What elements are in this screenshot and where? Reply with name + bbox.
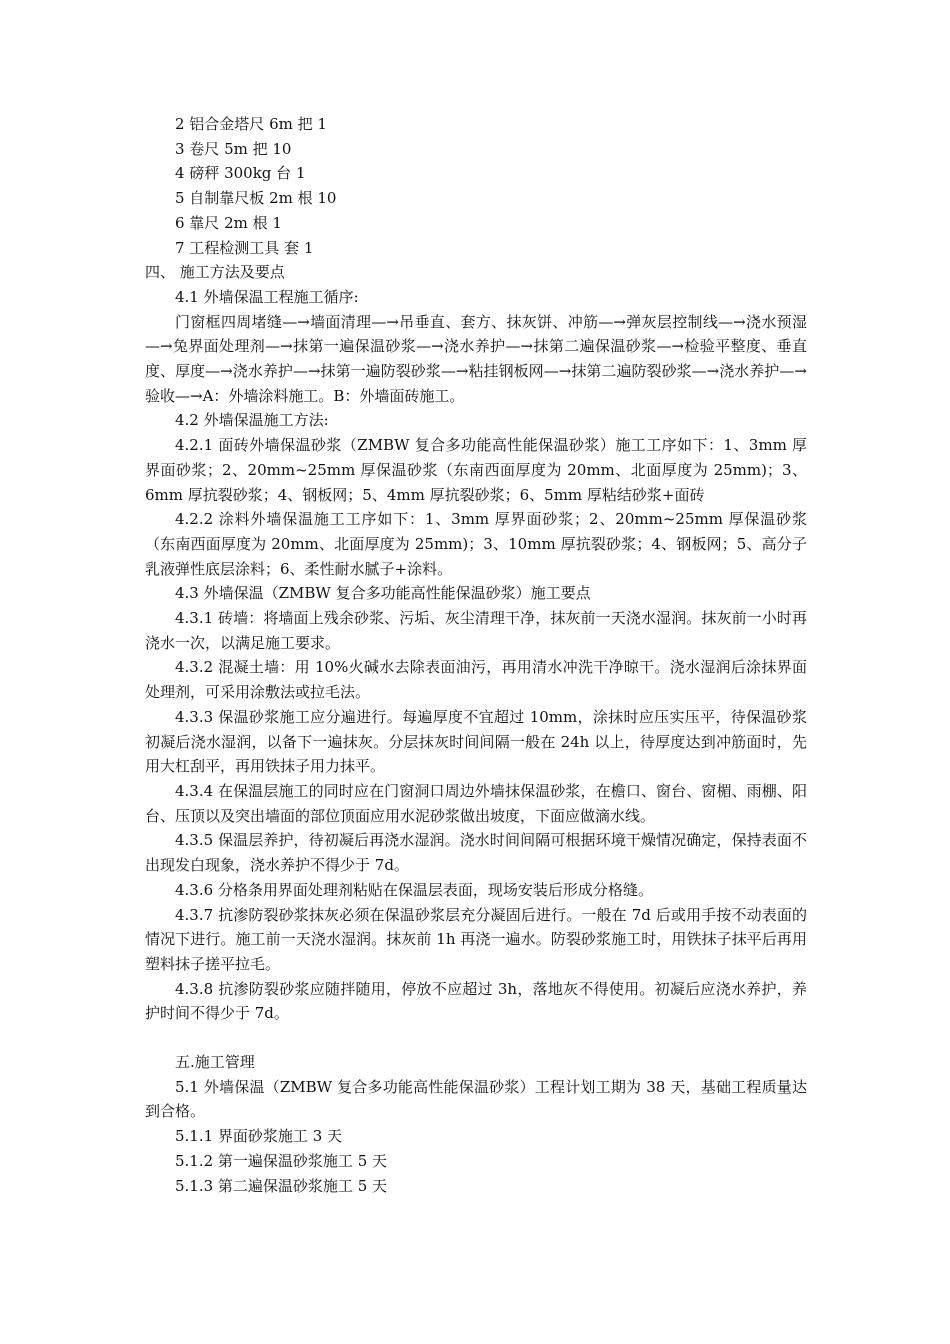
tool-item-7: 7 工程检测工具 套 1 — [175, 238, 314, 257]
tool-item-5: 5 自制靠尺板 2m 根 10 — [175, 189, 337, 208]
section-4-heading: 四、 施工方法及要点 — [145, 263, 285, 282]
section-4-3-4: 4.3.4 在保温层施工的同时应在门窗洞口周边外墙抹保温砂浆，在檐口、窗台、窗楣、雨棚、阳台、压顶以及突出墙面的部位顶面应用水泥砂浆做出坡度，下面应做滴水线。 — [145, 781, 807, 825]
section-4-3-title: 4.3 外墙保温（ZMBW 复合多功能高性能保温砂浆）施工要点 — [175, 584, 591, 603]
section-4-2-2: 4.2.2 涂料外墙保温施工工序如下：1、3mm 厚界面砂浆；2、20mm~25mm 厚保温砂浆（东南西面厚度为 20mm、北面厚度为 25mm)；3、10mm 厚抗裂砂浆；4、钢板网；5、高分子乳液弹性底层涂料；6、柔性耐水腻子+涂料。 — [145, 510, 807, 578]
section-5-1-3: 5.1.3 第二遍保温砂浆施工 5 天 — [175, 1176, 388, 1195]
section-4-3-8: 4.3.8 抗渗防裂砂浆应随拌随用，停放不应超过 3h，落地灰不得使用。初凝后应浇水养护，养护时间不得少于 7d。 — [145, 979, 807, 1023]
section-4-3-3: 4.3.3 保温砂浆施工应分遍进行。每遍厚度不宜超过 10mm，涂抹时应压实压平，待保温砂浆初凝后浇水湿润，以备下一遍抹灰。分层抹灰时间间隔一般在 24h 以上，待厚度达到冲筋面时，先用大杠刮平，再用铁抹子用力抹平。 — [145, 707, 807, 776]
paragraph-gap — [145, 1026, 807, 1050]
section-5-heading: 五.施工管理 — [175, 1053, 255, 1072]
section-4-3-1: 4.3.1 砖墙：将墙面上残余砂浆、污垢、灰尘清理干净，抹灰前一天浇水湿润。抹灰前一小时再浇水一次，以满足施工要求。 — [145, 609, 807, 652]
section-4-3-6: 4.3.6 分格条用界面处理剂粘贴在保温层表面，现场安装后形成分格缝。 — [175, 880, 653, 899]
section-5-1-1: 5.1.1 界面砂浆施工 3 天 — [175, 1127, 343, 1146]
tool-item-4: 4 磅秤 300kg 台 1 — [175, 164, 306, 183]
tool-item-3: 3 卷尺 5m 把 10 — [175, 139, 292, 158]
section-4-3-5: 4.3.5 保温层养护，待初凝后再浇水湿润。浇水时间间隔可根据环境干燥情况确定，保持表面不出现发白现象，浇水养护不得少于 7d。 — [145, 831, 807, 875]
section-5-1-2: 5.1.2 第一遍保温砂浆施工 5 天 — [175, 1151, 388, 1170]
section-4-2-title: 4.2 外墙保温施工方法: — [175, 411, 329, 430]
section-4-3-2: 4.3.2 混凝土墙：用 10%火碱水去除表面油污，再用清水冲洗干净晾干。浇水湿润后涂抹界面处理剂，可采用涂敷法或拉毛法。 — [145, 658, 807, 702]
tool-item-2: 2 铝合金塔尺 6m 把 1 — [175, 115, 327, 133]
section-5-1: 5.1 外墙保温（ZMBW 复合多功能高性能保温砂浆）工程计划工期为 38 天，基础工程质量达到合格。 — [145, 1077, 807, 1121]
section-4-3-7: 4.3.7 抗渗防裂砂浆抹灰必须在保温砂浆层充分凝固后进行。一般在 7d 后或用手按不动表面的情况下进行。施工前一天浇水湿润。抹灰前 1h 再浇一遍水。防裂砂浆施工时，用铁抹子抹平后再用塑料抹子搓平拉毛。 — [145, 905, 807, 973]
section-4-1-flow: 门窗框四周堵缝—→墙面清理—→吊垂直、套方、抹灰饼、冲筋—→弹灰层控制线—→浇水预湿—→兔界面处理剂—→抹第一遍保温砂浆—→浇水养护—→抹第二遍保温砂浆—→检验平整度、垂直度、厚度—→浇水养护—→抹第一遍防裂砂浆—→粘挂钢板网—→抹第二遍防裂砂浆—→浇水养护—→验收—→A：外墙涂料施工。B：外墙面砖施工。 — [145, 312, 807, 405]
section-4-2-1: 4.2.1 面砖外墙保温砂浆（ZMBW 复合多功能高性能保温砂浆）施工工序如下：1、3mm 厚界面砂浆；2、20mm~25mm 厚保温砂浆（东南西面厚度为 20mm、北面厚度为 25mm)；3、6mm 厚抗裂砂浆；4、钢板网；5、4mm 厚抗裂砂浆；6、5mm 厚粘结砂浆+面砖 — [145, 436, 807, 504]
document-page — [145, 112, 807, 1198]
section-4-1-title: 4.1 外墙保温工程施工循序: — [175, 287, 359, 306]
tool-item-6: 6 靠尺 2m 根 1 — [175, 213, 282, 232]
